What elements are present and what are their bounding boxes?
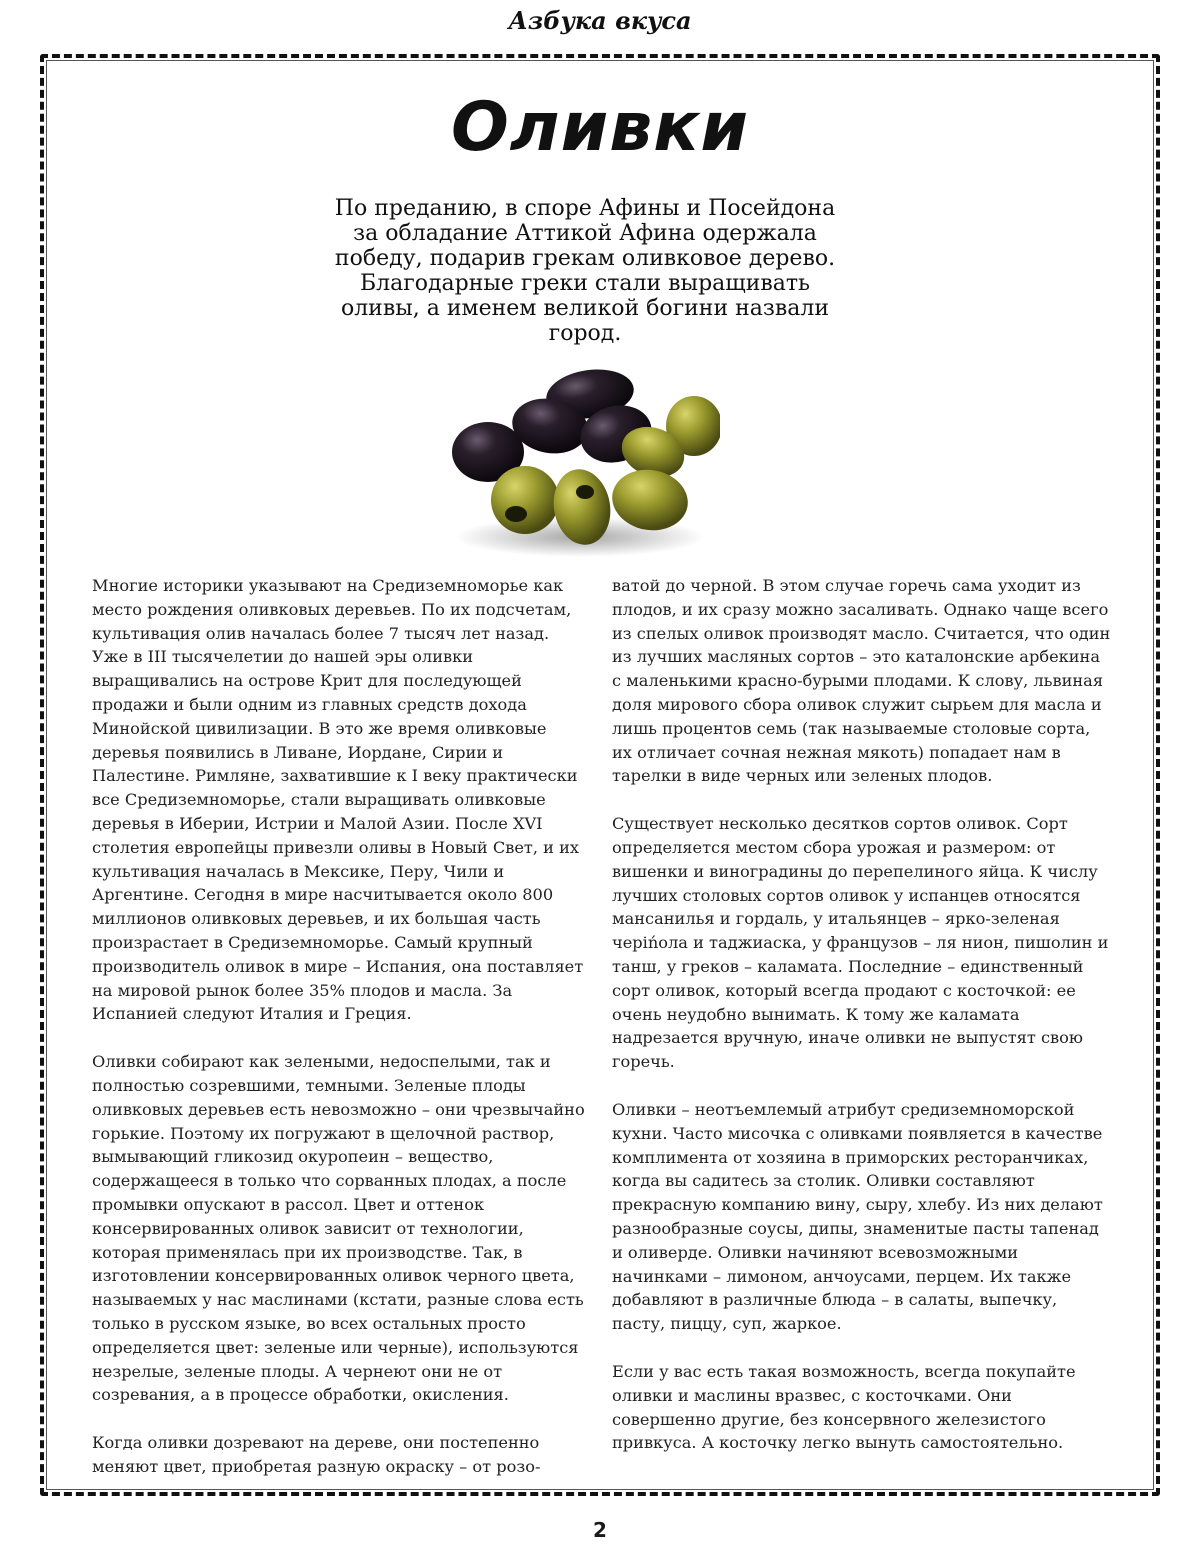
paragraph: Оливки – неотъемлемый атрибут средиземноморской кухни. Часто мисочка с оливками появляется в качестве комплимента от хозяина в приморских ресторанчиках, когда вы садитесь за столик. Оливки составляют прекрасную компанию вину, сыру, хлебу. Из них делают разнообразные соусы, дипы, знаменитые пасты тапенад и оливерде. Оливки начиняют всевозможными начинками – лимоном, анчоусами, перцем. Их также добавляют в различные блюда – в салаты, выпечку, пасту, пиццу, суп, жаркое. (612, 1099, 1103, 1334)
paragraph: Существует несколько десятков сортов оливок. Сорт определяется местом сбора урожая и размером: от вишенки и виноградины до перепелиного яйца. К числу лучших столовых сортов оливок у испанцев относятся мансанилья и гордаль, у итальянцев – ярко-зеленая черińола и таджиаска, у французов – ля нион, пишолин и танш, у греков – каламата. Последние – единственный сорт оливок, который всегда продают с косточкой: ее очень неудобно вынимать. К тому же каламата надрезается вручную, иначе оливки не выпустят свою горечь. (612, 814, 1109, 1072)
paragraph: Многие историки указывают на Средиземноморье как место рождения оливковых деревьев. По их подсчетам, культивация олив началась более 7 тысяч лет назад. Уже в III тысячелетии до нашей эры оливки выращивались на острове Крит для последующей продажи и были одним из главных средств дохода Минойской цивилизации. В это же время оливковые деревья появились в Ливане, Иордане, Сирии и Палестине. Римляне, захватившие к I веку практически все Средиземноморье, стали выращивать оливковые деревья в Иберии, Истрии и Малой Азии. После XVI столетия европейцы привезли оливы в Новый Свет, и их культивация началась в Мексике, Перу, Чили и Аргентине. Сегодня в мире насчитывается около 800 миллионов оливковых деревьев, и их большая часть произрастает в Средиземноморье. Самый крупный производитель оливок в мире – Испания, она поставляет на мировой рынок более 35% плодов и масла. За Испанией следуют Италия и Греция. (92, 576, 584, 1024)
right-column (612, 574, 1112, 1479)
magazine-header: Азбука вкуса (508, 6, 692, 35)
left-column (92, 574, 587, 1503)
olive-pit-hole (505, 506, 527, 522)
paragraph: Когда оливки дозревают на дереве, они постепенно меняют цвет, приобретая разную окраску – от розо- (92, 1433, 541, 1476)
olive-pit-hole (576, 485, 594, 499)
paragraph: Оливки собирают как зелеными, недоспелыми, так и полностью созревшими, темными. Зеленые плоды оливковых деревьев есть невозможно – они чрезвычайно горькие. Поэтому их погружают в щелочной раствор, вымывающий гликозид окуропеин – вещество, содержащееся в только что сорванных плодах, а после промывки опускают в рассол. Цвет и оттенок консервированных оливок зависит от технологии, которая применялась при их производстве. Так, в изготовлении консервированных оливок черного цвета, называемых у нас маслинами (кстати, разные слова есть только в русском языке, во всех остальных просто определяется цвет: зеленые или черные), используются незрелые, зеленые плоды. А чернеют они не от созревания, а в процессе обработки, окисления. (92, 1052, 585, 1405)
paragraph: Если у вас есть такая возможность, всегда покупайте оливки и маслины вразвес, с косточками. Они совершенно другие, без консервного железистого привкуса. А косточку легко вынуть самостоятельно. (612, 1361, 1076, 1453)
olives-illustration (440, 362, 720, 562)
paragraph: ватой до черной. В этом случае горечь сама уходит из плодов, и их сразу можно засаливать. Однако чаще всего из спелых оливок производят масло. Считается, что один из лучших масляных сортов – это каталонские арбекина с маленькими красно-бурыми плодами. К слову, львиная доля мирового сбора оливок служит сырьем для масла и лишь процентов семь (так называемые столовые сорта, их отличает сочная нежная мякоть) попадает нам в тарелки в виде черных или зеленых плодов. (612, 576, 1111, 786)
page-number: 2 (593, 1518, 607, 1542)
green-olive-icon (491, 466, 559, 534)
article-lead: По преданию, в споре Афины и Посейдона за обладание Аттикой Афина одержала победу, подарив грекам оливковое дерево. Благодарные греки стали выращивать оливы, а именем великой богини назвали город. (334, 196, 836, 346)
article-title: Оливки (450, 88, 750, 167)
